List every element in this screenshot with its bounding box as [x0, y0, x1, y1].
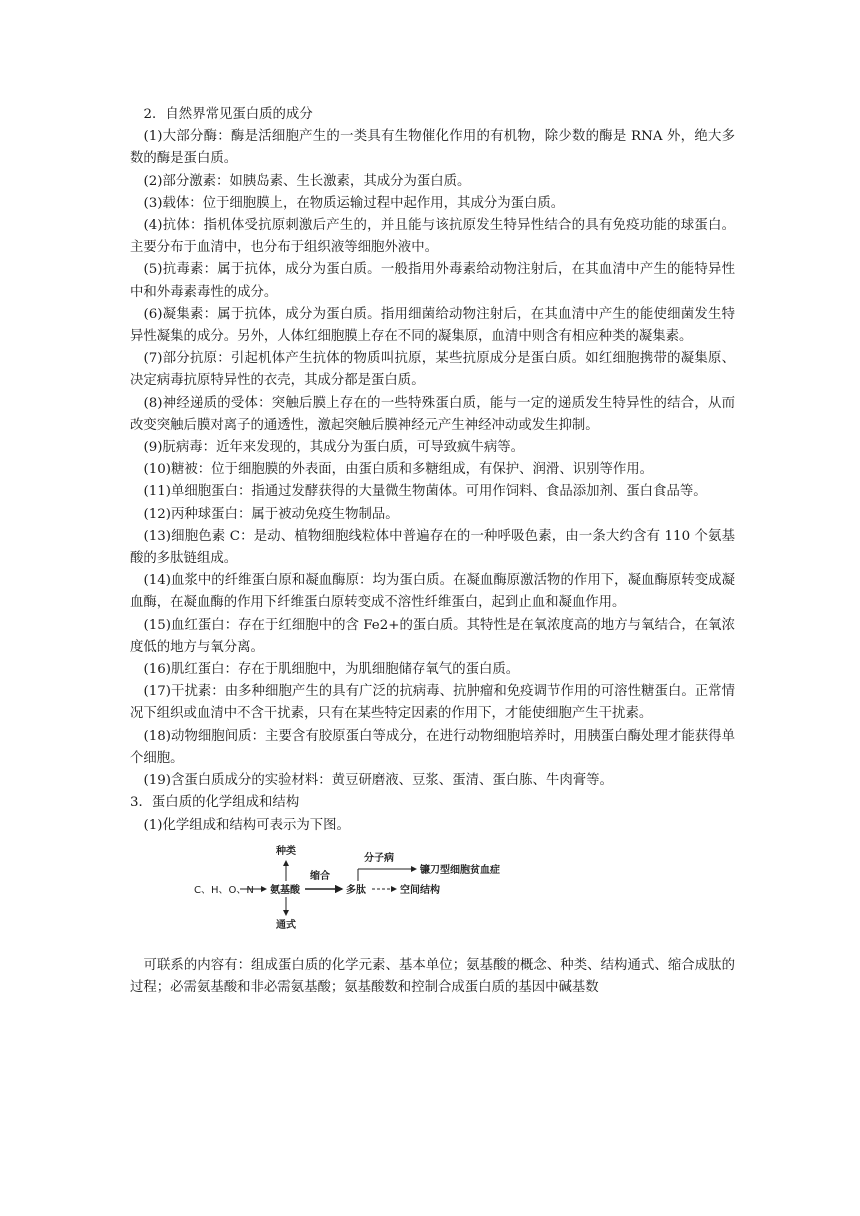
section-2-item-1: (1)大部分酶：酶是活细胞产生的一类具有生物催化作用的有机物，除少数的酶是 RNA 外，绝大多数的酶是蛋白质。	[130, 129, 735, 167]
section-2-item-15: (15)血红蛋白：存在于红细胞中的含 Fe2+的蛋白质。其特性是在氧浓度高的地方与氧结合，在氧浓度低的地方与氧分离。	[130, 617, 735, 655]
section-2-item-11: (11)单细胞蛋白：指通过发酵获得的大量微生物菌体。可用作饲料、食品添加剂、蛋白食品等。	[143, 484, 707, 500]
section-2-item-17: (17)干扰素：由多种细胞产生的具有广泛的抗病毒、抗肿瘤和免疫调节作用的可溶性糖蛋白。正常情况下组织或血清中不含干扰素，只有在某些特定因素的作用下，才能使细胞产生干扰素。	[130, 684, 735, 722]
section-2-item-5: (5)抗毒素：属于抗体，成分为蛋白质。一般指用外毒素给动物注射后，在其血清中产生的能特异性中和外毒素毒性的成分。	[130, 262, 735, 300]
section-2-item-7: (7)部分抗原：引起机体产生抗体的物质叫抗原，某些抗原成分是蛋白质。如红细胞携带的凝集原、决定病毒抗原特异性的衣壳，其成分都是蛋白质。	[130, 351, 735, 389]
section-2-item-16: (16)肌红蛋白：存在于肌细胞中，为肌细胞储存氧气的蛋白质。	[143, 662, 520, 678]
section-2-item-10: (10)糖被：位于细胞膜的外表面，由蛋白质和多糖组成，有保护、润滑、识别等作用。	[143, 462, 654, 478]
document-body	[130, 104, 735, 999]
section-2-heading: 2．自然界常见蛋白质的成分	[143, 107, 313, 122]
section-2-item-6: (6)凝集素：属于抗体，成分为蛋白质。指用细菌给动物注射后，在其血清中产生的能使细菌发生特异性凝集的成分。另外，人体红细胞膜上存在不同的凝集原，血清中则含有相应种类的凝集素。	[130, 306, 735, 345]
protein-structure-diagram	[130, 841, 735, 933]
diagram-condense: 缩合	[310, 870, 330, 882]
section-2-item-4: (4)抗体：指机体受抗原刺激后产生的，并且能与该抗原发生特异性结合的具有免疫功能的球蛋白。主要分布于血清中，也分布于组织液等细胞外液中。	[130, 218, 735, 256]
section-2-item-9: (9)朊病毒：近年来发现的，其成分为蛋白质，可导致疯牛病等。	[143, 440, 525, 456]
diagram-sickle-cell: 镰刀型细胞贫血症	[420, 864, 500, 876]
section-2-item-18: (18)动物细胞间质：主要含有胶原蛋白等成分，在进行动物细胞培养时，用胰蛋白酶处理才能获得单个细胞。	[130, 728, 735, 766]
section-2-item-2: (2)部分激素：如胰岛素、生长激素，其成分为蛋白质。	[143, 173, 471, 189]
section-3-intro: (1)化学组成和结构可表示为下图。	[143, 817, 350, 833]
diagram-types: 种类	[276, 845, 296, 857]
diagram-formula: 通式	[276, 919, 296, 931]
section-2-item-12: (12)丙种球蛋白：属于被动免疫生物制品。	[143, 506, 399, 522]
section-2-item-13: (13)细胞色素 C：是动、植物细胞线粒体中普遍存在的一种呼吸色素，由一条大约含有 110 个氨基酸的多肽链组成。	[130, 528, 735, 567]
diagram-amino-acid: 氨基酸	[270, 884, 300, 896]
diagram-elements: C、H、O、N	[194, 884, 254, 896]
section-3-closing: 可联系的内容有：组成蛋白质的化学元素、基本单位；氨基酸的概念、种类、结构通式、缩合成肽的过程；必需氨基酸和非必需氨基酸；氨基酸数和控制合成蛋白质的基因中碱基数	[130, 957, 735, 995]
section-2-item-8: (8)神经递质的受体：突触后膜上存在的一些特殊蛋白质，能与一定的递质发生特异性的结合，从而改变突触后膜对离子的通透性，激起突触后膜神经元产生神经冲动或发生抑制。	[130, 395, 735, 433]
section-3-heading: 3．蛋白质的化学组成和结构	[130, 795, 300, 811]
section-2-item-19: (19)含蛋白质成分的实验材料：黄豆研磨液、豆浆、蛋清、蛋白胨、牛肉膏等。	[143, 773, 613, 789]
section-2-item-3: (3)载体：位于细胞膜上，在物质运输过程中起作用，其成分为蛋白质。	[143, 195, 565, 211]
diagram-molecular-disease: 分子病	[364, 852, 394, 864]
diagram-polypeptide: 多肽	[346, 884, 366, 896]
diagram-svg	[192, 841, 512, 933]
section-2-item-14: (14)血浆中的纤维蛋白原和凝血酶原：均为蛋白质。在凝血酶原激活物的作用下，凝血酶原转变成凝血酶，在凝血酶的作用下纤维蛋白原转变成不溶性纤维蛋白，起到止血和凝血作用。	[130, 573, 735, 611]
diagram-spatial: 空间结构	[400, 884, 440, 896]
